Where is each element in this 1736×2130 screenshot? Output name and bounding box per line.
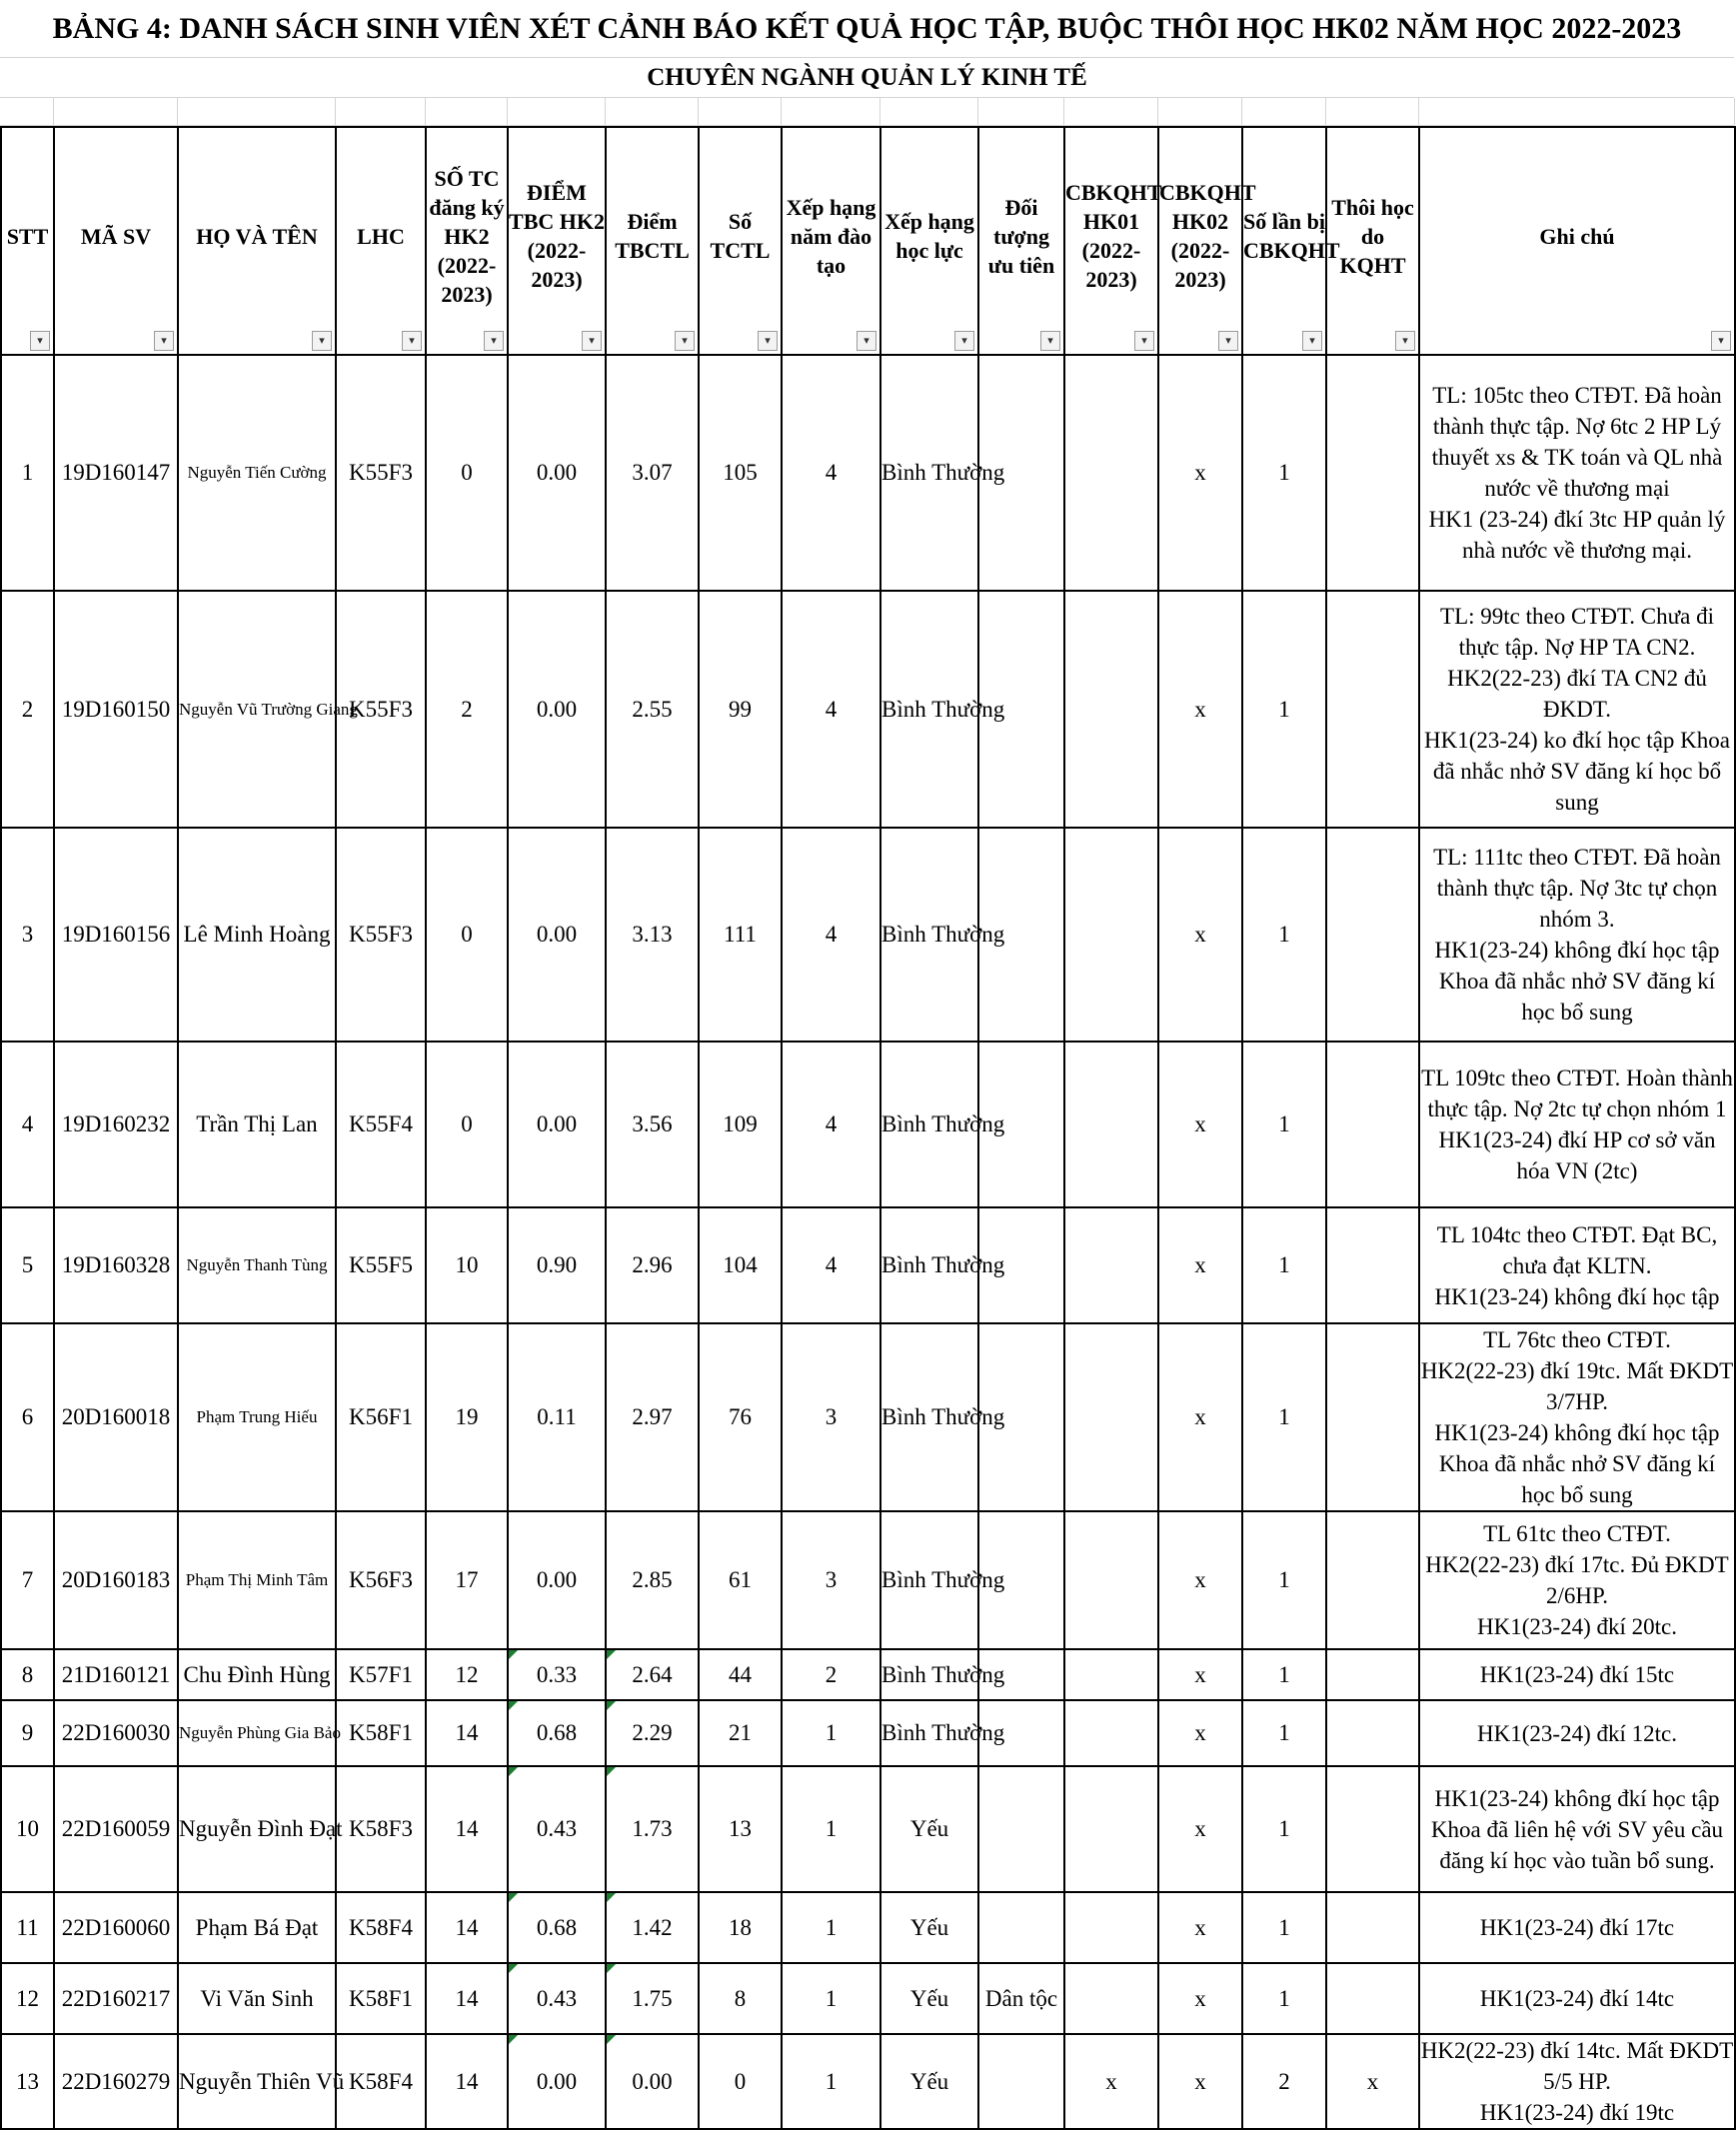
column-header-label: SỐ TC đăng ký HK2 (2022-2023) bbox=[429, 165, 505, 307]
column-header-label: Số TCTL bbox=[710, 209, 771, 263]
column-header-label: Đối tượng ưu tiên bbox=[987, 194, 1055, 278]
col-header-dismissal bbox=[1326, 127, 1419, 355]
filter-dropdown-icon[interactable]: ▾ bbox=[1711, 331, 1731, 351]
warning-hk02-cell[interactable]: x bbox=[1158, 1323, 1242, 1511]
warning-hk02-cell[interactable]: x bbox=[1158, 1207, 1242, 1323]
warning-count-cell[interactable]: 1 bbox=[1242, 1649, 1326, 1700]
col-header-name bbox=[178, 127, 336, 355]
table-row bbox=[1, 2034, 1735, 2129]
column-header-label: Số lần bị CBKQHT bbox=[1243, 209, 1340, 263]
academic-rank-cell[interactable]: Bình Thường bbox=[880, 828, 978, 1042]
filter-dropdown-icon[interactable]: ▾ bbox=[1218, 331, 1238, 351]
filter-dropdown-icon[interactable]: ▾ bbox=[582, 331, 602, 351]
cumulative-credits-cell[interactable]: 18 bbox=[699, 1892, 782, 1963]
class-cell[interactable]: K58F1 bbox=[336, 1963, 426, 2034]
class-cell[interactable]: K57F1 bbox=[336, 1649, 426, 1700]
column-header-label: Điểm TBCTL bbox=[615, 209, 690, 263]
student-id-cell[interactable]: 22D160060 bbox=[54, 1892, 178, 1963]
student-name-cell[interactable]: Nguyễn Đình Đạt bbox=[178, 1766, 336, 1892]
cumulative-credits-cell[interactable]: 61 bbox=[699, 1511, 782, 1649]
registered-credits-cell[interactable]: 0 bbox=[426, 1042, 508, 1207]
column-header-label: HỌ VÀ TÊN bbox=[196, 223, 318, 249]
gpa-hk2-cell[interactable]: 0.00 bbox=[508, 591, 606, 828]
note-cell[interactable]: TL: 99tc theo CTĐT. Chưa đi thực tập. Nợ HP TA CN2. HK2(22-23) đkí TA CN2 đủ ĐKDT. HK1(23-24) ko đkí học tập Khoa đã nhắc nhở SV đăng kí học bổ sung bbox=[1419, 591, 1735, 828]
table-row bbox=[1, 1766, 1735, 1892]
gpa-hk2-cell[interactable]: 0.90 bbox=[508, 1207, 606, 1323]
col-header-cumulative-credits bbox=[699, 127, 782, 355]
student-name-cell[interactable]: Nguyễn Thanh Tùng bbox=[178, 1207, 336, 1323]
page-subtitle: CHUYÊN NGÀNH QUẢN LÝ KINH TẾ bbox=[0, 58, 1734, 98]
col-header-class bbox=[336, 127, 426, 355]
stt-cell[interactable]: 9 bbox=[1, 1700, 54, 1766]
dismissal-cell[interactable] bbox=[1326, 1963, 1419, 2034]
priority-group-cell[interactable] bbox=[978, 1892, 1064, 1963]
warning-count-cell[interactable]: 2 bbox=[1242, 2034, 1326, 2129]
warning-hk02-cell[interactable]: x bbox=[1158, 1511, 1242, 1649]
col-header-note bbox=[1419, 127, 1735, 355]
col-header-warning-hk02 bbox=[1158, 127, 1256, 355]
table-row bbox=[1, 1649, 1735, 1700]
filter-dropdown-icon[interactable]: ▾ bbox=[954, 331, 974, 351]
column-header-label: CBKQHT HK02 (2022-2023) bbox=[1159, 180, 1256, 292]
class-cell[interactable]: K55F3 bbox=[336, 828, 426, 1042]
col-header-registered-credits bbox=[426, 127, 508, 355]
warning-hk01-cell[interactable] bbox=[1064, 1042, 1158, 1207]
column-header-label: CBKQHT HK01 (2022-2023) bbox=[1065, 180, 1162, 292]
student-id-cell[interactable]: 22D160279 bbox=[54, 2034, 178, 2129]
academic-rank-cell[interactable]: Yếu bbox=[880, 1766, 978, 1892]
academic-rank-cell[interactable]: Bình Thường bbox=[880, 1511, 978, 1649]
student-id-cell[interactable]: 19D160150 bbox=[54, 591, 178, 828]
student-id-cell[interactable]: 22D160059 bbox=[54, 1766, 178, 1892]
table-row bbox=[1, 1042, 1735, 1207]
warning-hk02-cell[interactable]: x bbox=[1158, 1042, 1242, 1207]
cumulative-gpa-cell[interactable]: 2.55 bbox=[606, 591, 699, 828]
stt-cell[interactable]: 1 bbox=[1, 355, 54, 591]
cumulative-credits-cell[interactable]: 105 bbox=[699, 355, 782, 591]
gpa-hk2-cell[interactable]: 0.68 bbox=[508, 1700, 606, 1766]
registered-credits-cell[interactable]: 14 bbox=[426, 1963, 508, 2034]
col-header-year-rank bbox=[782, 127, 880, 355]
cumulative-credits-cell[interactable]: 21 bbox=[699, 1700, 782, 1766]
student-id-cell[interactable]: 20D160183 bbox=[54, 1511, 178, 1649]
cumulative-gpa-cell[interactable]: 1.73 bbox=[606, 1766, 699, 1892]
warning-count-cell[interactable]: 1 bbox=[1242, 1511, 1326, 1649]
table-row bbox=[1, 828, 1735, 1042]
dismissal-cell[interactable]: x bbox=[1326, 2034, 1419, 2129]
academic-rank-cell[interactable]: Bình Thường bbox=[880, 355, 978, 591]
registered-credits-cell[interactable]: 12 bbox=[426, 1649, 508, 1700]
filter-dropdown-icon[interactable]: ▾ bbox=[154, 331, 174, 351]
warning-hk01-cell[interactable]: x bbox=[1064, 2034, 1158, 2129]
student-id-cell[interactable]: 20D160018 bbox=[54, 1323, 178, 1511]
year-rank-cell[interactable]: 1 bbox=[782, 1892, 880, 1963]
cumulative-gpa-cell[interactable]: 1.75 bbox=[606, 1963, 699, 2034]
class-cell[interactable]: K55F5 bbox=[336, 1207, 426, 1323]
table-row bbox=[1, 1700, 1735, 1766]
note-cell[interactable]: HK1(23-24) không đkí học tập Khoa đã liên hệ với SV yêu cầu đăng kí học vào tuần bổ sung. bbox=[1419, 1766, 1735, 1892]
year-rank-cell[interactable]: 3 bbox=[782, 1511, 880, 1649]
warning-count-cell[interactable]: 1 bbox=[1242, 1892, 1326, 1963]
table-row bbox=[1, 1892, 1735, 1963]
student-id-cell[interactable]: 22D160030 bbox=[54, 1700, 178, 1766]
note-cell[interactable]: HK1(23-24) đkí 17tc bbox=[1419, 1892, 1735, 1963]
student-id-cell[interactable]: 19D160147 bbox=[54, 355, 178, 591]
student-id-cell[interactable]: 22D160217 bbox=[54, 1963, 178, 2034]
student-id-cell[interactable]: 19D160156 bbox=[54, 828, 178, 1042]
gpa-hk2-cell[interactable]: 0.00 bbox=[508, 828, 606, 1042]
year-rank-cell[interactable]: 1 bbox=[782, 1700, 880, 1766]
filter-dropdown-icon[interactable]: ▾ bbox=[312, 331, 332, 351]
stt-cell[interactable]: 4 bbox=[1, 1042, 54, 1207]
academic-rank-cell[interactable]: Bình Thường bbox=[880, 1700, 978, 1766]
year-rank-cell[interactable]: 4 bbox=[782, 591, 880, 828]
stt-cell[interactable]: 12 bbox=[1, 1963, 54, 2034]
note-cell[interactable]: HK1(23-24) đkí 15tc bbox=[1419, 1649, 1735, 1700]
dismissal-cell[interactable] bbox=[1326, 1207, 1419, 1323]
column-header-label: LHC bbox=[357, 223, 405, 249]
warning-hk02-cell[interactable]: x bbox=[1158, 1766, 1242, 1892]
gpa-hk2-cell[interactable]: 0.43 bbox=[508, 1766, 606, 1892]
warning-hk01-cell[interactable] bbox=[1064, 591, 1158, 828]
table-row bbox=[1, 591, 1735, 828]
stt-cell[interactable]: 11 bbox=[1, 1892, 54, 1963]
dismissal-cell[interactable] bbox=[1326, 591, 1419, 828]
student-name-cell[interactable]: Chu Đình Hùng bbox=[178, 1649, 336, 1700]
note-cell[interactable]: TL: 111tc theo CTĐT. Đã hoàn thành thực tập. Nợ 3tc tự chọn nhóm 3. HK1(23-24) không đkí học tập Khoa đã nhắc nhở SV đăng kí học bổ sung bbox=[1419, 828, 1735, 1042]
year-rank-cell[interactable]: 4 bbox=[782, 355, 880, 591]
table-row bbox=[1, 1323, 1735, 1511]
col-header-cumulative-gpa bbox=[606, 127, 699, 355]
year-rank-cell[interactable]: 3 bbox=[782, 1323, 880, 1511]
cumulative-credits-cell[interactable]: 109 bbox=[699, 1042, 782, 1207]
warning-count-cell[interactable]: 1 bbox=[1242, 591, 1326, 828]
warning-hk02-cell[interactable]: x bbox=[1158, 1963, 1242, 2034]
dismissal-cell[interactable] bbox=[1326, 1323, 1419, 1511]
class-cell[interactable]: K58F4 bbox=[336, 1892, 426, 1963]
warning-hk01-cell[interactable] bbox=[1064, 1323, 1158, 1511]
registered-credits-cell[interactable]: 0 bbox=[426, 828, 508, 1042]
gpa-hk2-cell[interactable]: 0.11 bbox=[508, 1323, 606, 1511]
priority-group-cell[interactable] bbox=[978, 1766, 1064, 1892]
class-cell[interactable]: K58F3 bbox=[336, 1766, 426, 1892]
warning-count-cell[interactable]: 1 bbox=[1242, 1042, 1326, 1207]
registered-credits-cell[interactable]: 19 bbox=[426, 1323, 508, 1511]
column-header-label: Xếp hạng năm đào tạo bbox=[786, 194, 876, 278]
filter-dropdown-icon[interactable]: ▾ bbox=[1134, 331, 1154, 351]
year-rank-cell[interactable]: 1 bbox=[782, 1963, 880, 2034]
note-cell[interactable]: TL 104tc theo CTĐT. Đạt BC, chưa đạt KLTN. HK1(23-24) không đkí học tập bbox=[1419, 1207, 1735, 1323]
warning-count-cell[interactable]: 1 bbox=[1242, 1766, 1326, 1892]
year-rank-cell[interactable]: 1 bbox=[782, 2034, 880, 2129]
registered-credits-cell[interactable]: 17 bbox=[426, 1511, 508, 1649]
class-cell[interactable]: K55F3 bbox=[336, 591, 426, 828]
column-header-label: ĐIỂM TBC HK2 (2022-2023) bbox=[509, 180, 605, 292]
academic-rank-cell[interactable]: Yếu bbox=[880, 2034, 978, 2129]
academic-rank-cell[interactable]: Yếu bbox=[880, 1963, 978, 2034]
warning-hk01-cell[interactable] bbox=[1064, 355, 1158, 591]
priority-group-cell[interactable] bbox=[978, 2034, 1064, 2129]
warning-hk02-cell[interactable]: x bbox=[1158, 591, 1242, 828]
filter-dropdown-icon[interactable]: ▾ bbox=[675, 331, 695, 351]
year-rank-cell[interactable]: 4 bbox=[782, 1207, 880, 1323]
gpa-hk2-cell[interactable]: 0.68 bbox=[508, 1892, 606, 1963]
warning-hk02-cell[interactable]: x bbox=[1158, 1649, 1242, 1700]
warning-hk01-cell[interactable] bbox=[1064, 1766, 1158, 1892]
class-cell[interactable]: K58F1 bbox=[336, 1700, 426, 1766]
col-header-priority-group bbox=[978, 127, 1064, 355]
year-rank-cell[interactable]: 2 bbox=[782, 1649, 880, 1700]
dismissal-cell[interactable] bbox=[1326, 355, 1419, 591]
warning-hk01-cell[interactable] bbox=[1064, 1700, 1158, 1766]
year-rank-cell[interactable]: 1 bbox=[782, 1766, 880, 1892]
column-header-label: Ghi chú bbox=[1539, 223, 1615, 249]
stt-cell[interactable]: 2 bbox=[1, 591, 54, 828]
class-cell[interactable]: K55F4 bbox=[336, 1042, 426, 1207]
registered-credits-cell[interactable]: 14 bbox=[426, 1700, 508, 1766]
col-header-warning-count bbox=[1242, 127, 1340, 355]
dismissal-cell[interactable] bbox=[1326, 1042, 1419, 1207]
class-cell[interactable]: K56F3 bbox=[336, 1511, 426, 1649]
page-title: BẢNG 4: DANH SÁCH SINH VIÊN XÉT CẢNH BÁO KẾT QUẢ HỌC TẬP, BUỘC THÔI HỌC HK02 NĂM HỌC 2022-2023 bbox=[0, 0, 1734, 58]
warning-count-cell[interactable]: 1 bbox=[1242, 1323, 1326, 1511]
student-name-cell[interactable]: Phạm Trung Hiếu bbox=[178, 1323, 336, 1511]
cumulative-gpa-cell[interactable]: 2.85 bbox=[606, 1511, 699, 1649]
column-header-label: MÃ SV bbox=[80, 223, 152, 249]
cumulative-credits-cell[interactable]: 104 bbox=[699, 1207, 782, 1323]
class-cell[interactable]: K58F4 bbox=[336, 2034, 426, 2129]
warning-count-cell[interactable]: 1 bbox=[1242, 355, 1326, 591]
table-row bbox=[1, 1511, 1735, 1649]
student-name-cell[interactable]: Nguyễn Phùng Gia Bảo bbox=[178, 1700, 336, 1766]
registered-credits-cell[interactable]: 14 bbox=[426, 1892, 508, 1963]
cumulative-gpa-cell[interactable]: 3.07 bbox=[606, 355, 699, 591]
student-name-cell[interactable]: Phạm Thị Minh Tâm bbox=[178, 1511, 336, 1649]
student-id-cell[interactable]: 19D160328 bbox=[54, 1207, 178, 1323]
registered-credits-cell[interactable]: 2 bbox=[426, 591, 508, 828]
student-table bbox=[0, 126, 1736, 2130]
student-id-cell[interactable]: 19D160232 bbox=[54, 1042, 178, 1207]
note-cell[interactable]: TL: 105tc theo CTĐT. Đã hoàn thành thực tập. Nợ 6tc 2 HP Lý thuyết xs & TK toán và QL nhà nước về thương mại HK1 (23-24) đkí 3tc HP quản lý nhà nước về thương mại. bbox=[1419, 355, 1735, 591]
student-name-cell[interactable]: Phạm Bá Đạt bbox=[178, 1892, 336, 1963]
note-cell[interactable]: HK1(23-24) đkí 12tc. bbox=[1419, 1700, 1735, 1766]
table-row bbox=[1, 355, 1735, 591]
dismissal-cell[interactable] bbox=[1326, 1700, 1419, 1766]
dismissal-cell[interactable] bbox=[1326, 1892, 1419, 1963]
cumulative-gpa-cell[interactable]: 3.56 bbox=[606, 1042, 699, 1207]
gpa-hk2-cell[interactable]: 0.43 bbox=[508, 1963, 606, 2034]
cumulative-gpa-cell[interactable]: 1.42 bbox=[606, 1892, 699, 1963]
warning-hk01-cell[interactable] bbox=[1064, 1207, 1158, 1323]
academic-rank-cell[interactable]: Bình Thường bbox=[880, 591, 978, 828]
cumulative-credits-cell[interactable]: 8 bbox=[699, 1963, 782, 2034]
warning-count-cell[interactable]: 1 bbox=[1242, 828, 1326, 1042]
warning-hk01-cell[interactable] bbox=[1064, 1511, 1158, 1649]
stt-cell[interactable]: 10 bbox=[1, 1766, 54, 1892]
student-name-cell[interactable]: Nguyễn Vũ Trường Giang bbox=[178, 591, 336, 828]
cumulative-credits-cell[interactable]: 0 bbox=[699, 2034, 782, 2129]
stt-cell[interactable]: 5 bbox=[1, 1207, 54, 1323]
registered-credits-cell[interactable]: 14 bbox=[426, 1766, 508, 1892]
class-cell[interactable]: K55F3 bbox=[336, 355, 426, 591]
warning-hk01-cell[interactable] bbox=[1064, 1892, 1158, 1963]
gpa-hk2-cell[interactable]: 0.00 bbox=[508, 355, 606, 591]
academic-rank-cell[interactable]: Bình Thường bbox=[880, 1207, 978, 1323]
year-rank-cell[interactable]: 4 bbox=[782, 828, 880, 1042]
student-name-cell[interactable]: Trần Thị Lan bbox=[178, 1042, 336, 1207]
table-row bbox=[1, 1963, 1735, 2034]
warning-hk02-cell[interactable]: x bbox=[1158, 1700, 1242, 1766]
filter-dropdown-icon[interactable]: ▾ bbox=[758, 331, 778, 351]
warning-hk01-cell[interactable] bbox=[1064, 828, 1158, 1042]
warning-hk02-cell[interactable]: x bbox=[1158, 1892, 1242, 1963]
note-cell[interactable]: TL 109tc theo CTĐT. Hoàn thành thực tập. Nợ 2tc tự chọn nhóm 1 HK1(23-24) đkí HP cơ sở văn hóa VN (2tc) bbox=[1419, 1042, 1735, 1207]
student-name-cell[interactable]: Nguyễn Tiến Cường bbox=[178, 355, 336, 591]
academic-rank-cell[interactable]: Bình Thường bbox=[880, 1042, 978, 1207]
warning-hk02-cell[interactable]: x bbox=[1158, 355, 1242, 591]
filter-dropdown-icon[interactable]: ▾ bbox=[1395, 331, 1415, 351]
note-cell[interactable]: TL 61tc theo CTĐT. HK2(22-23) đkí 17tc. Đủ ĐKDT 2/6HP. HK1(23-24) đkí 20tc. bbox=[1419, 1511, 1735, 1649]
stt-cell[interactable]: 13 bbox=[1, 2034, 54, 2129]
cumulative-credits-cell[interactable]: 99 bbox=[699, 591, 782, 828]
col-header-gpa-hk2 bbox=[508, 127, 606, 355]
warning-count-cell[interactable]: 1 bbox=[1242, 1963, 1326, 2034]
filter-dropdown-icon[interactable]: ▾ bbox=[484, 331, 504, 351]
registered-credits-cell[interactable]: 14 bbox=[426, 2034, 508, 2129]
header-row bbox=[1, 127, 1735, 355]
cumulative-gpa-cell[interactable]: 2.29 bbox=[606, 1700, 699, 1766]
stt-cell[interactable]: 6 bbox=[1, 1323, 54, 1511]
col-header-stt bbox=[1, 127, 54, 355]
note-cell[interactable]: TL 76tc theo CTĐT. HK2(22-23) đkí 19tc. Mất ĐKDT 3/7HP. HK1(23-24) không đkí học tập Khoa đã nhắc nhở SV đăng kí học bổ sung bbox=[1419, 1323, 1735, 1511]
filter-dropdown-icon[interactable]: ▾ bbox=[30, 331, 50, 351]
filter-dropdown-icon[interactable]: ▾ bbox=[1302, 331, 1322, 351]
filter-dropdown-icon[interactable]: ▾ bbox=[1040, 331, 1060, 351]
class-cell[interactable]: K56F1 bbox=[336, 1323, 426, 1511]
dismissal-cell[interactable] bbox=[1326, 1766, 1419, 1892]
warning-count-cell[interactable]: 1 bbox=[1242, 1207, 1326, 1323]
col-header-warning-hk01 bbox=[1064, 127, 1162, 355]
warning-hk01-cell[interactable] bbox=[1064, 1649, 1158, 1700]
cumulative-credits-cell[interactable]: 76 bbox=[699, 1323, 782, 1511]
cumulative-credits-cell[interactable]: 111 bbox=[699, 828, 782, 1042]
col-header-academic-rank bbox=[880, 127, 978, 355]
cumulative-gpa-cell[interactable]: 2.64 bbox=[606, 1649, 699, 1700]
cumulative-gpa-cell[interactable]: 3.13 bbox=[606, 828, 699, 1042]
stt-cell[interactable]: 3 bbox=[1, 828, 54, 1042]
student-id-cell[interactable]: 21D160121 bbox=[54, 1649, 178, 1700]
warning-hk02-cell[interactable]: x bbox=[1158, 828, 1242, 1042]
note-cell[interactable]: HK2(22-23) đkí 14tc. Mất ĐKDT 5/5 HP. HK1(23-24) đkí 19tc bbox=[1419, 2034, 1735, 2129]
filter-dropdown-icon[interactable]: ▾ bbox=[857, 331, 876, 351]
student-name-cell[interactable]: Lê Minh Hoàng bbox=[178, 828, 336, 1042]
gpa-hk2-cell[interactable]: 0.00 bbox=[508, 2034, 606, 2129]
dismissal-cell[interactable] bbox=[1326, 828, 1419, 1042]
warning-count-cell[interactable]: 1 bbox=[1242, 1700, 1326, 1766]
cumulative-gpa-cell[interactable]: 0.00 bbox=[606, 2034, 699, 2129]
empty-row bbox=[0, 98, 1734, 126]
cumulative-gpa-cell[interactable]: 2.96 bbox=[606, 1207, 699, 1323]
gpa-hk2-cell[interactable]: 0.00 bbox=[508, 1042, 606, 1207]
filter-dropdown-icon[interactable]: ▾ bbox=[402, 331, 422, 351]
gpa-hk2-cell[interactable]: 0.00 bbox=[508, 1511, 606, 1649]
warning-hk01-cell[interactable] bbox=[1064, 1963, 1158, 2034]
student-name-cell[interactable]: Nguyễn Thiên Vũ bbox=[178, 2034, 336, 2129]
cumulative-credits-cell[interactable]: 13 bbox=[699, 1766, 782, 1892]
academic-rank-cell[interactable]: Yếu bbox=[880, 1892, 978, 1963]
stt-cell[interactable]: 8 bbox=[1, 1649, 54, 1700]
priority-group-cell[interactable]: Dân tộc bbox=[978, 1963, 1064, 2034]
registered-credits-cell[interactable]: 10 bbox=[426, 1207, 508, 1323]
dismissal-cell[interactable] bbox=[1326, 1511, 1419, 1649]
cumulative-gpa-cell[interactable]: 2.97 bbox=[606, 1323, 699, 1511]
stt-cell[interactable]: 7 bbox=[1, 1511, 54, 1649]
column-header-label: Xếp hạng học lực bbox=[884, 209, 974, 263]
year-rank-cell[interactable]: 4 bbox=[782, 1042, 880, 1207]
column-header-label: STT bbox=[6, 223, 49, 249]
academic-rank-cell[interactable]: Bình Thường bbox=[880, 1323, 978, 1511]
table-row bbox=[1, 1207, 1735, 1323]
gpa-hk2-cell[interactable]: 0.33 bbox=[508, 1649, 606, 1700]
warning-hk02-cell[interactable]: x bbox=[1158, 2034, 1242, 2129]
student-name-cell[interactable]: Vi Văn Sinh bbox=[178, 1963, 336, 2034]
column-header-label: Thôi học do KQHT bbox=[1331, 194, 1414, 278]
dismissal-cell[interactable] bbox=[1326, 1649, 1419, 1700]
col-header-student-id bbox=[54, 127, 178, 355]
note-cell[interactable]: HK1(23-24) đkí 14tc bbox=[1419, 1963, 1735, 2034]
registered-credits-cell[interactable]: 0 bbox=[426, 355, 508, 591]
academic-rank-cell[interactable]: Bình Thường bbox=[880, 1649, 978, 1700]
cumulative-credits-cell[interactable]: 44 bbox=[699, 1649, 782, 1700]
